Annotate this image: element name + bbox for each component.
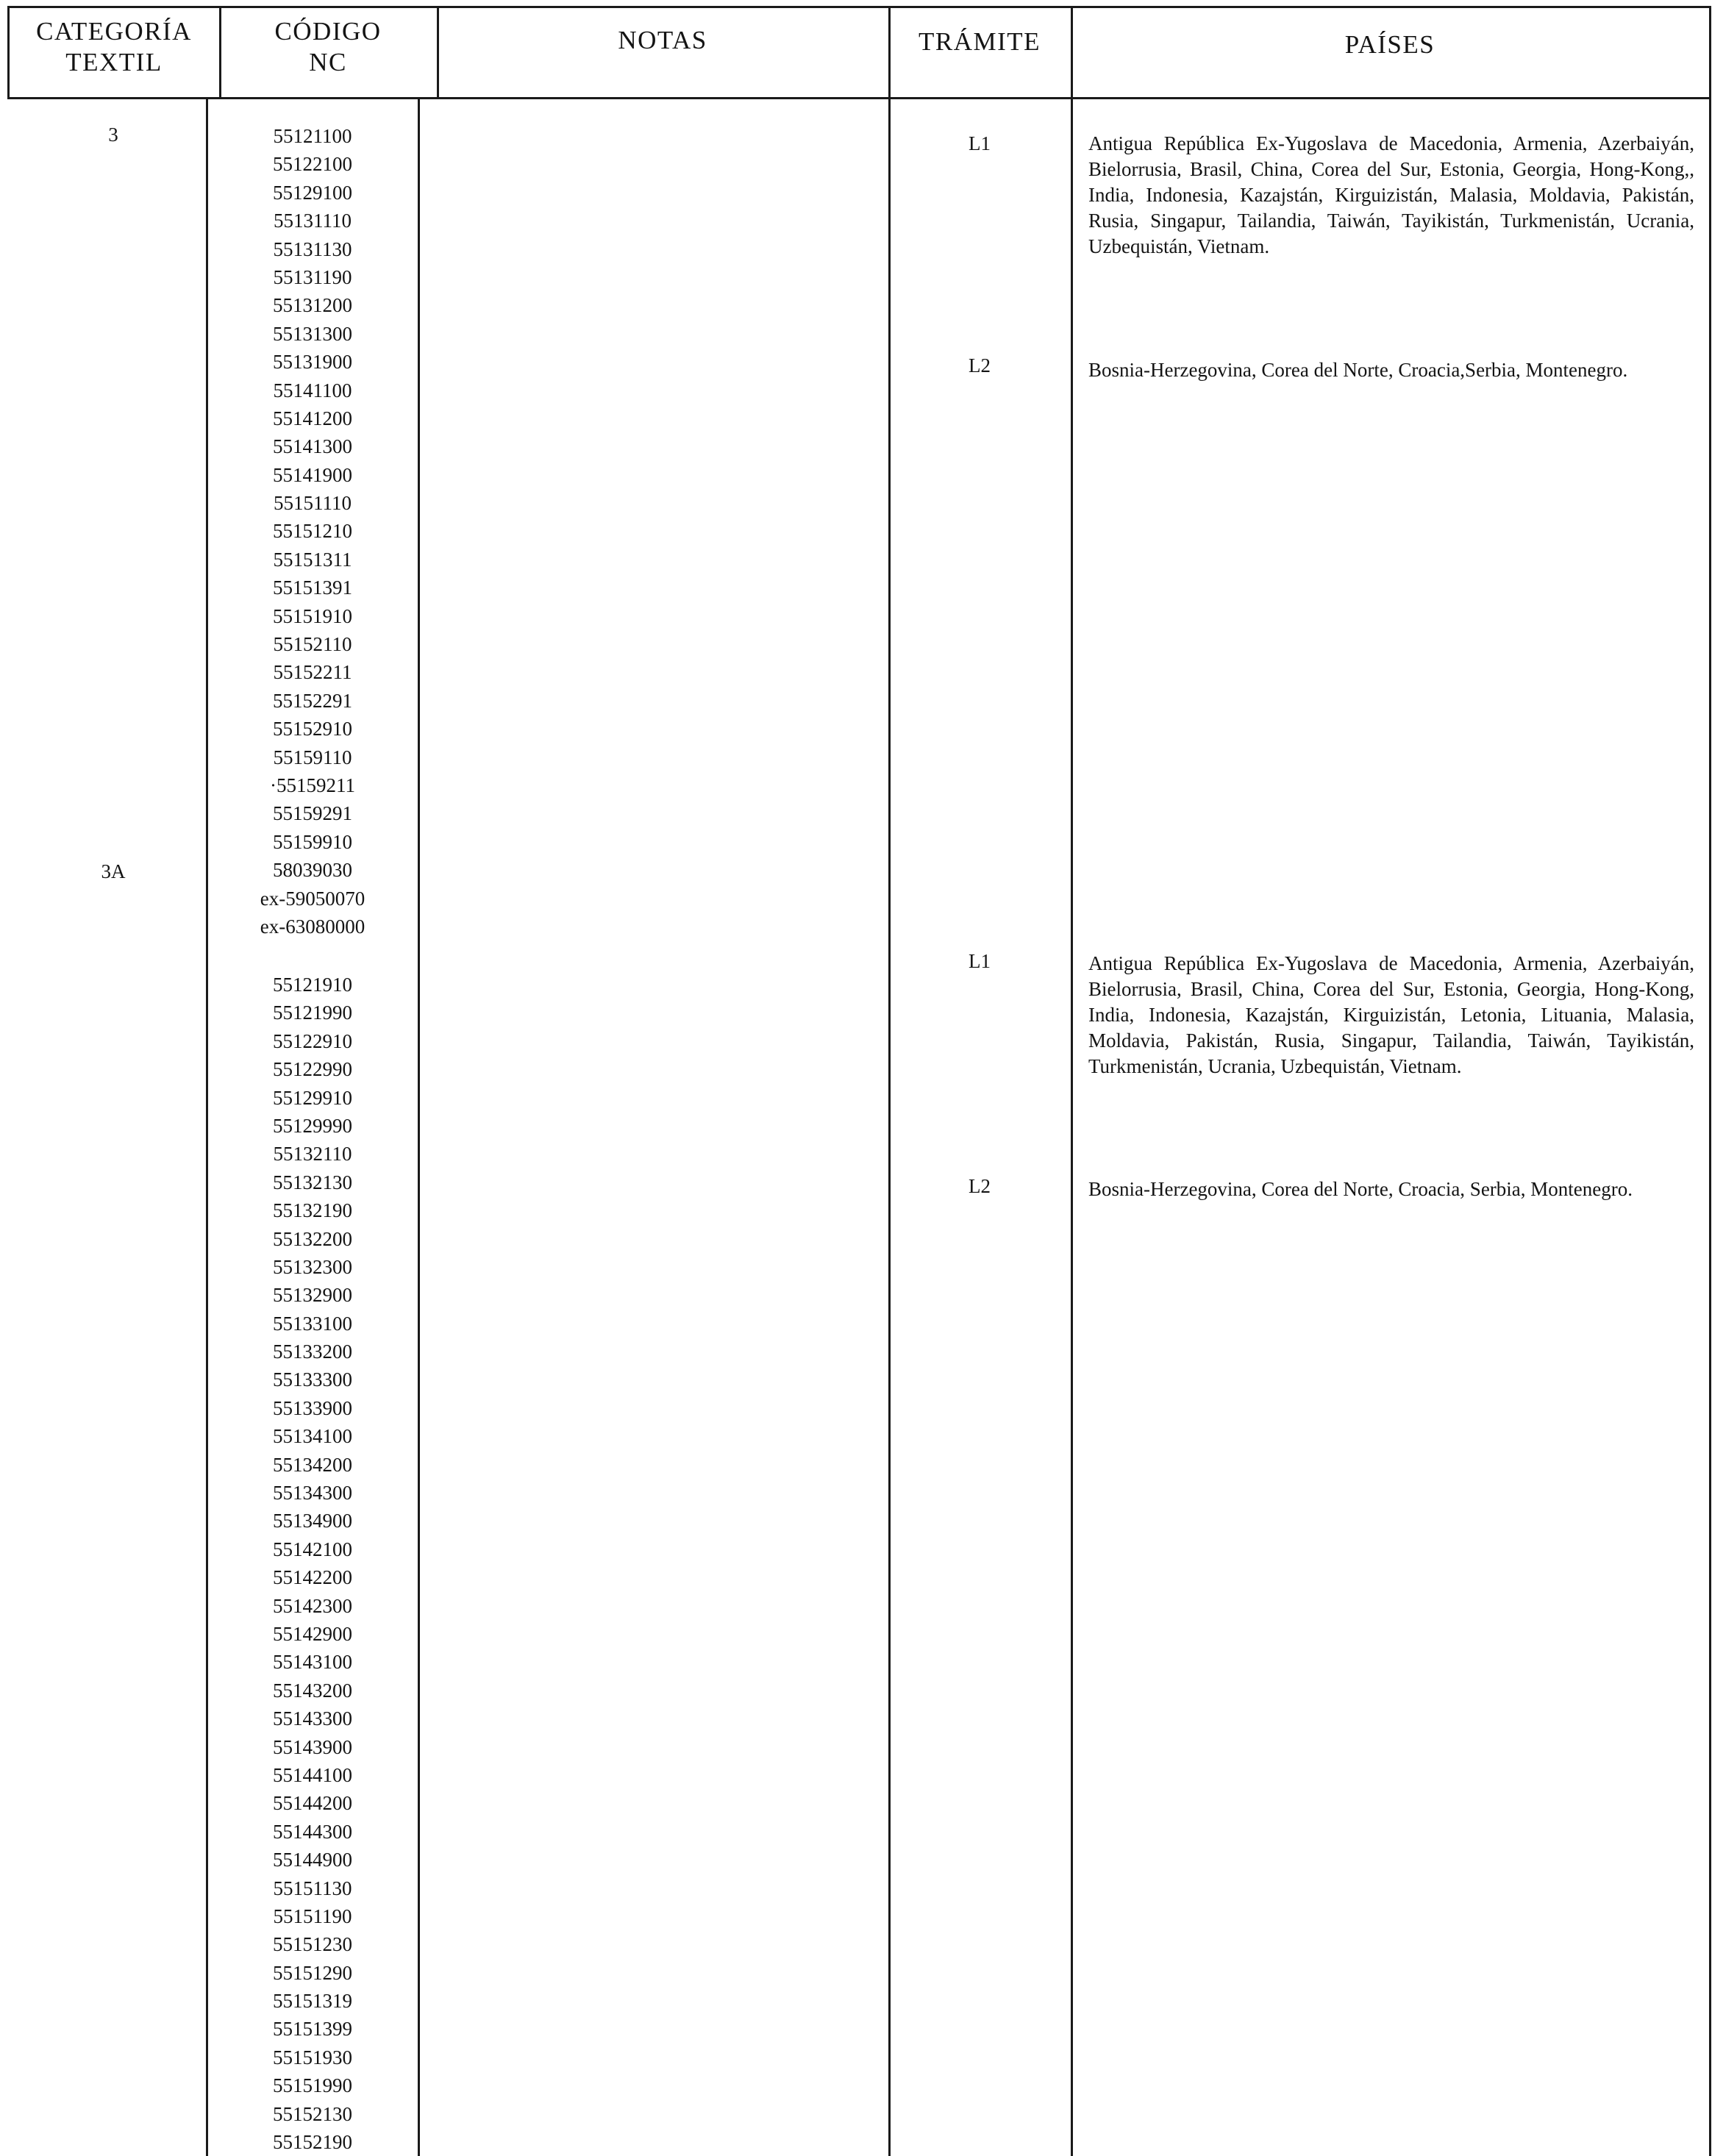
code-item: 55142300 [273, 1594, 352, 1617]
code-item: 55151290 [273, 1961, 352, 1984]
code-item: 55129910 [273, 1086, 352, 1109]
code-item: 55144900 [273, 1849, 352, 1871]
code-item: 55143200 [273, 1679, 352, 1702]
header-notas: NOTAS [618, 26, 707, 54]
code-item: 55152110 [273, 633, 352, 656]
code-item: 55143900 [273, 1735, 352, 1758]
codes-block-2 [213, 971, 412, 2156]
code-item: 55132130 [273, 1171, 352, 1193]
code-item: 55151230 [273, 1933, 352, 1956]
code-item: 55151399 [273, 2018, 352, 2041]
code-item: 55151990 [273, 2074, 352, 2097]
code-item: 55142900 [273, 1622, 352, 1645]
codes-block-1 [213, 122, 412, 940]
code-item: 55142100 [273, 1538, 352, 1560]
code-item: 55151319 [273, 1990, 352, 2013]
code-item: 55151930 [273, 2046, 352, 2068]
code-item: 55133300 [273, 1368, 352, 1391]
tramite-l1: L1 [969, 950, 991, 972]
code-item: 55131110 [274, 210, 352, 232]
table-top-rule [7, 6, 1711, 8]
header-paises: PAÍSES [1344, 30, 1435, 59]
code-item: 55152190 [273, 2131, 352, 2154]
header-categoria-line2: TEXTIL [65, 48, 163, 76]
header-categoria-textil [10, 16, 218, 78]
code-item: 55151910 [273, 604, 352, 627]
code-item: 55144100 [273, 1763, 352, 1786]
code-item: 55134900 [273, 1510, 352, 1532]
tramite-l1: L1 [969, 132, 991, 154]
code-item: 55143300 [273, 1707, 352, 1730]
code-item: 55121910 [273, 974, 352, 996]
code-item: 55141300 [273, 435, 352, 458]
code-item: 55152291 [273, 689, 352, 712]
code-item: 55132110 [273, 1143, 352, 1166]
code-item: 55142200 [273, 1566, 352, 1589]
code-item: 55134200 [273, 1453, 352, 1476]
code-item: 55151210 [273, 520, 352, 543]
code-item: 55121100 [273, 125, 352, 147]
header-tramite: TRÁMITE [918, 27, 1041, 56]
column-rule-categoria-body [206, 97, 208, 2156]
code-item: 55141200 [273, 407, 352, 429]
code-item: 55132300 [273, 1255, 352, 1278]
code-item: 55133900 [273, 1396, 352, 1419]
paises-text: Antigua República Ex-Yugoslava de Macedonia, Armenia, Azerbaiyán, Bielorrusia, Brasil, China, Corea del Sur, Estonia, Georgia, Hong-Kong,, India, Indonesia, Kazajstán, Kirguizistán, Malasia, Moldavia, Pakistán, Rusia, Singapur, Tailandia, Taiwán, Tayikistán, Turkmenistán, Ucrania, Uzbequistán, Vietnam. [1088, 132, 1694, 257]
column-rule-left [7, 6, 10, 97]
code-item: 55152130 [273, 2102, 352, 2125]
code-item: 55159910 [273, 830, 352, 853]
code-item: 55132200 [273, 1227, 352, 1250]
paises-text: Antigua República Ex-Yugoslava de Macedonia, Armenia, Azerbaiyán, Bielorrusia, Brasil, China, Corea del Sur, Estonia, Georgia, Hong-Kong, India, Indonesia, Kazajstán, Kirguizistán, Letonia, Lituania, Malasia, Moldavia, Pakistán, Rusia, Singapur, Tailandia, Taiwán, Tayikistán, Turkmenistán, Ucrania, Uzbequistán, Vietnam. [1088, 952, 1694, 1077]
header-categoria-line1: CATEGORÍA [36, 17, 192, 46]
code-item: 55141900 [273, 463, 352, 486]
code-item: 55131190 [273, 265, 352, 288]
code-item: 55144300 [273, 1820, 352, 1843]
tramite-l2: L2 [969, 354, 991, 376]
code-item: 55151311 [273, 548, 352, 571]
code-item: 55144200 [273, 1792, 352, 1815]
column-rule-right [1709, 6, 1711, 2156]
code-item: 55133200 [273, 1341, 352, 1363]
header-codigo-nc [221, 16, 435, 78]
code-item: 58039030 [273, 859, 352, 882]
code-item: 55122910 [273, 1029, 352, 1052]
code-item: 55132190 [273, 1199, 352, 1222]
code-item: 55151391 [273, 577, 352, 599]
code-item: 55129990 [273, 1114, 352, 1137]
code-item: 55132900 [273, 1284, 352, 1307]
code-item: 55121990 [273, 1002, 352, 1024]
column-rule-tramite [1071, 6, 1073, 2156]
tramite-l2: L2 [969, 1175, 991, 1197]
code-item: ex-63080000 [260, 915, 365, 938]
code-item: ·55159211 [270, 774, 355, 796]
code-item: 55122990 [273, 1058, 352, 1081]
code-item: 55151130 [273, 1877, 352, 1899]
categoria-3a: 3A [101, 860, 126, 882]
code-item: 55131300 [273, 322, 352, 345]
code-item: ex-59050070 [260, 887, 365, 910]
code-item: 55131900 [273, 351, 352, 374]
code-item: 55129100 [273, 181, 352, 204]
code-item: 55122100 [273, 153, 352, 176]
code-item: 55159291 [273, 802, 352, 825]
column-rule-notas [888, 6, 891, 2156]
header-bottom-rule [7, 97, 1711, 99]
code-item: 55151190 [273, 1905, 352, 1927]
code-item: 55134100 [273, 1425, 352, 1448]
code-item: 55141100 [273, 379, 352, 401]
header-codigo-line1: CÓDIGO [274, 17, 382, 46]
code-item: 55151110 [274, 492, 352, 515]
categoria-3: 3 [108, 124, 118, 146]
paises-text: Bosnia-Herzegovina, Corea del Norte, Croacia,Serbia, Montenegro. [1088, 359, 1628, 381]
code-item: 55134300 [273, 1482, 352, 1504]
header-codigo-line2: NC [309, 48, 347, 76]
code-item: 55143100 [273, 1651, 352, 1674]
code-item: 55131200 [273, 294, 352, 317]
code-item: 55159110 [273, 746, 352, 768]
code-item: 55152910 [273, 718, 352, 740]
column-rule-codigo-body [418, 97, 420, 2156]
code-item: 55152211 [273, 661, 352, 684]
code-item: 55133100 [273, 1312, 352, 1335]
paises-text: Bosnia-Herzegovina, Corea del Norte, Croacia, Serbia, Montenegro. [1088, 1178, 1633, 1200]
code-item: 55131130 [273, 238, 352, 260]
